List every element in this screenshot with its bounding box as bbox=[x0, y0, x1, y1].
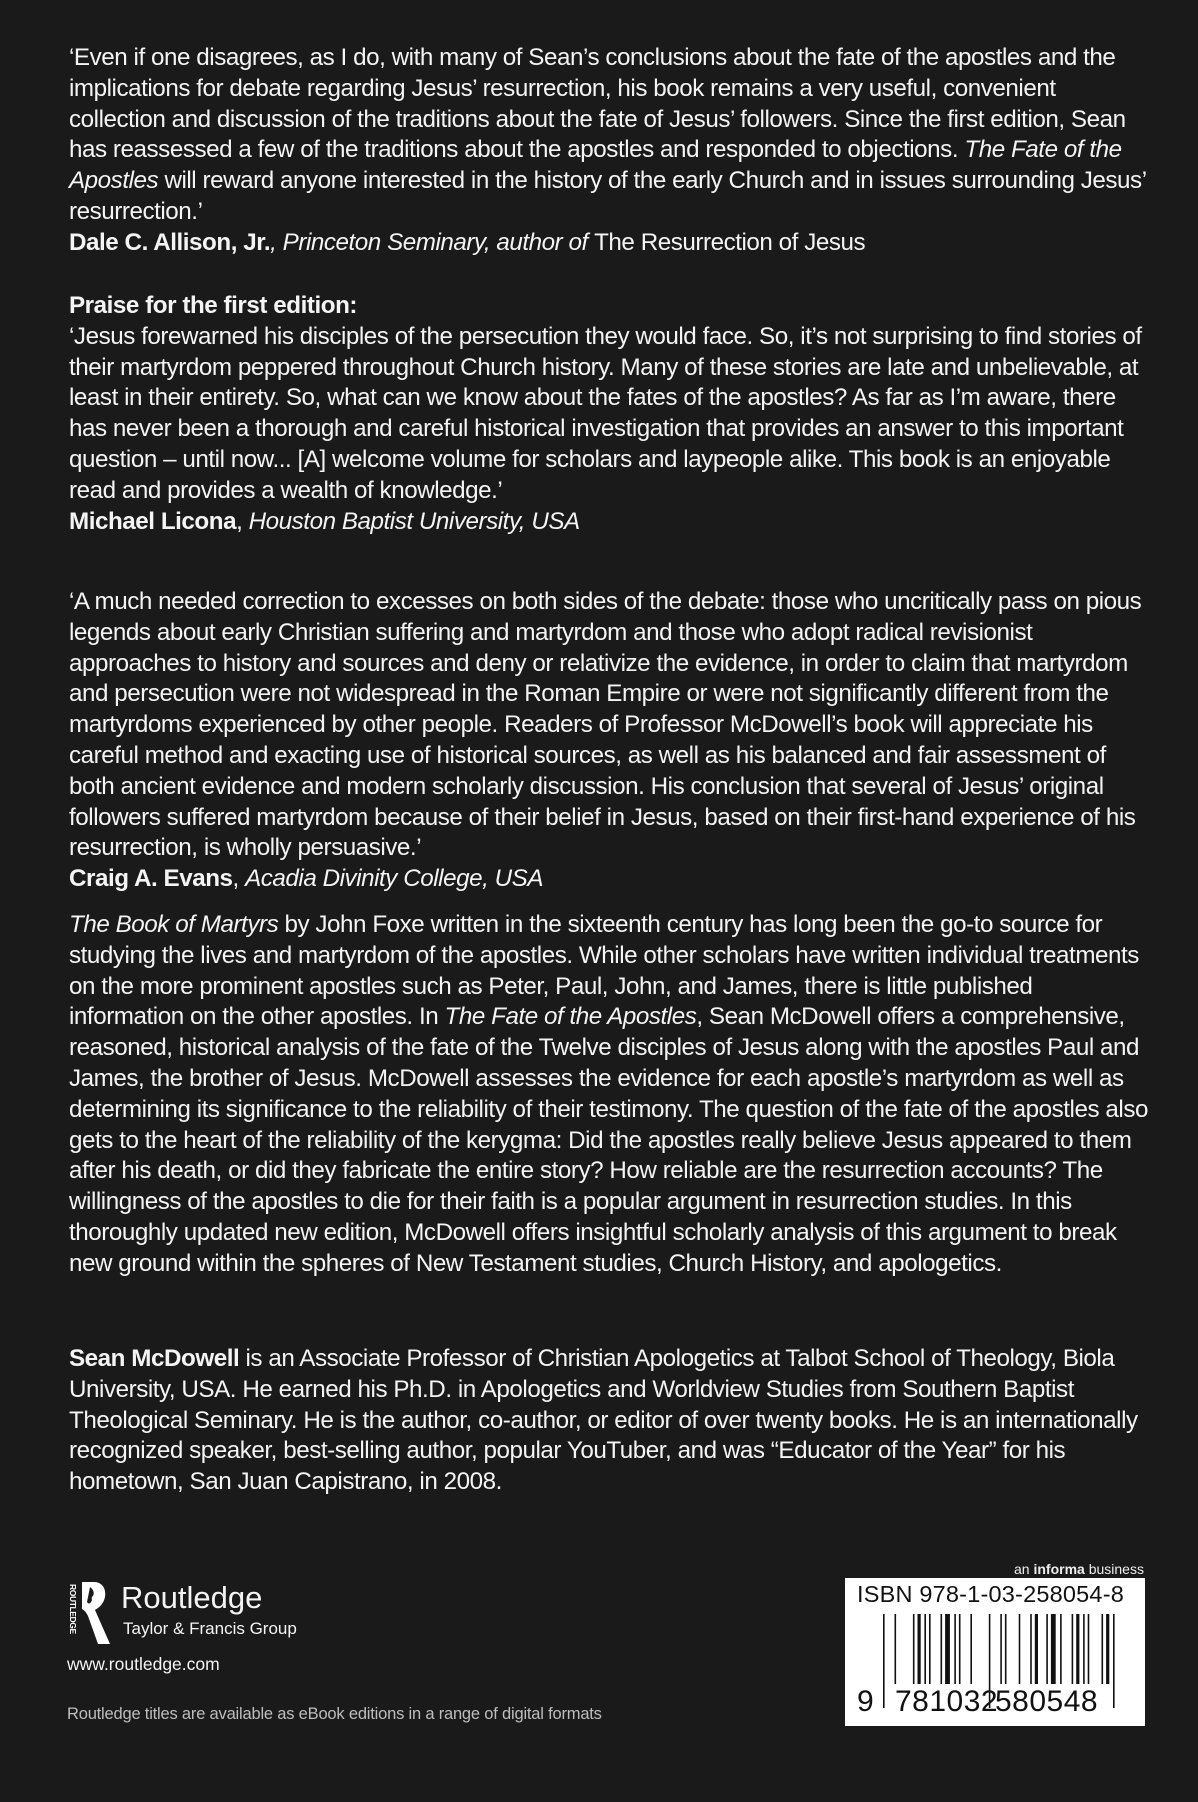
isbn-label: ISBN 978-1-03-258054-8 bbox=[857, 1581, 1124, 1607]
publisher-url[interactable]: www.routledge.com bbox=[67, 1654, 220, 1674]
barcode-bar bbox=[1005, 1614, 1007, 1684]
endorser-name: Craig A. Evans bbox=[69, 865, 233, 893]
endorsement-quote: ‘A much needed correction to excesses on both sides of the debate: those who uncritically pass on pious legends about early Christian suffering and martyrdom and those who adopt radical revisionist approaches to history and sources and deny or relativize the evidence, in order to claim that martyrdom and persecution were not widespread in the Roman Empire or were not significantly different from the martyrdoms experienced by other people. Readers of Professor McDowell’s book will appreciate his careful method and exacting use of historical sources, as well as his balanced and fair assessment of both ancient evidence and modern scholarly discussion. His conclusion that several of Jesus’ original followers suffered martyrdom because of their belief in Jesus, based on their first-hand experience of his resurrection, is wholly persuasive.’ bbox=[69, 588, 1142, 862]
barcode-bar bbox=[918, 1614, 921, 1684]
endorsement-attribution bbox=[69, 228, 1149, 259]
barcode-bar bbox=[1060, 1614, 1062, 1684]
endorsement-attribution: Craig A. Evans, Acadia Divinity College, USA bbox=[69, 865, 544, 893]
barcode-bar bbox=[924, 1614, 926, 1684]
endorser-affiliation: Acadia Divinity College, USA bbox=[245, 865, 544, 893]
endorsement-quote: ‘Jesus forewarned his disciples of the persecution they would face. So, it’s not surprising to find stories of their martyrdom peppered throughout Church history. Many of these stories are late and unbelievable, at least in their entirety. So, what can we know about the fates of the apostles? As far as I’m aware, there has never been a thorough and careful historical investigation that provides an answer to this important question – until now... [A] welcome volume for scholars and laypeople alike. This book is an enjoyable read and provides a wealth of knowledge.’ bbox=[69, 322, 1142, 504]
endorsement-attribution: Michael Licona, Houston Baptist University, USA bbox=[69, 507, 580, 535]
barcode-bar bbox=[913, 1614, 915, 1684]
ebook-note: Routledge titles are available as eBook editions in a range of digital formats bbox=[67, 1705, 602, 1723]
endorser-name: Michael Licona bbox=[69, 507, 237, 535]
book-title: The Book of Martyrs bbox=[69, 911, 279, 938]
barcode-bar bbox=[1083, 1614, 1085, 1684]
endorser-affiliation: , Princeton Seminary, author of bbox=[270, 228, 595, 256]
book-description: The Book of Martyrs by John Foxe written in the sixteenth century has long been the go-to source for studying the lives and martyrdom of the apostles. While other scholars have written individual treatments on the more prominent apostles such as Peter, Paul, John, and James, there is little published information on the other apostles. In The Fate of the Apostles, Sean McDowell offers a comprehensive, reasoned, historical analysis of the fate of the Twelve disciples of Jesus along with the apostles Paul and James, the brother of Jesus. McDowell assesses the evidence for each apostle’s martyrdom as well as determining its significance to the reliability of their testimony. The question of the fate of the apostles also gets to the heart of the reliability of the kerygma: Did the apostles really believe Jesus appeared to them after his death, or did they fabricate the entire story? How reliable are the resurrection accounts? The willingness of the apostles to die for their faith is a popular argument in resurrection studies. In this thoroughly updated new edition, McDowell offers insightful scholarly analysis of this argument to break new ground within the spheres of New Testament studies, Church History, and apologetics. bbox=[69, 911, 1148, 1277]
praise-heading: Praise for the first edition: bbox=[69, 292, 357, 319]
endorsement-evans bbox=[69, 587, 1149, 895]
svg-text:ROUTLEDGE: ROUTLEDGE bbox=[68, 1584, 78, 1634]
barcode-bar bbox=[959, 1614, 961, 1684]
barcode-digit-first: 9 bbox=[857, 1685, 875, 1718]
barcode-bar bbox=[1000, 1614, 1002, 1684]
routledge-r-icon bbox=[66, 1582, 110, 1644]
isbn-barcode bbox=[845, 1578, 1145, 1726]
barcode-bar bbox=[1076, 1614, 1079, 1684]
publisher-name: Routledge bbox=[121, 1580, 263, 1615]
barcode-bar bbox=[1106, 1614, 1109, 1684]
barcode-bar bbox=[970, 1614, 972, 1684]
barcode-bar bbox=[929, 1614, 931, 1684]
informa-tagline: an informa business bbox=[1014, 1561, 1144, 1577]
book-title: The Fate of the Apostles bbox=[444, 1003, 697, 1031]
barcode-bar bbox=[1088, 1614, 1090, 1684]
barcode-bar bbox=[1113, 1614, 1115, 1708]
endorsement-allison bbox=[69, 43, 1149, 259]
endorser-affiliation: Houston Baptist University, USA bbox=[248, 507, 580, 535]
book-title: The Fate of the Apostles bbox=[69, 136, 1122, 195]
barcode-bar bbox=[954, 1614, 956, 1684]
barcode-digits-right: 580548 bbox=[995, 1685, 1099, 1718]
endorser-name: Dale C. Allison, Jr. bbox=[69, 228, 271, 256]
barcode-bar bbox=[941, 1614, 943, 1684]
barcode-bar bbox=[1102, 1614, 1104, 1684]
endorser-book: The Resurrection of Jesus bbox=[594, 228, 866, 256]
barcode-bar bbox=[945, 1614, 950, 1684]
publisher-group: Taylor & Francis Group bbox=[123, 1619, 297, 1638]
barcode-bar bbox=[1072, 1614, 1074, 1684]
barcode-bar bbox=[895, 1614, 897, 1684]
barcode-digits-left: 781032 bbox=[895, 1685, 999, 1718]
barcode-bar bbox=[883, 1614, 885, 1708]
endorsement-licona bbox=[69, 291, 1149, 537]
author-bio: Sean McDowell is an Associate Professor of Christian Apologetics at Talbot School of Theology, Biola University, USA. He earned his Ph.D. in Apologetics and Worldview Studies from Southern Baptist Theological Seminary. He is the author, co-author, or editor of over twenty books. He is an internationally recognized speaker, best-selling author, popular YouTuber, and was “Educator of the Year” for his hometown, San Juan Capistrano, in 2008. bbox=[69, 1345, 1138, 1496]
author-name: Sean McDowell bbox=[69, 1345, 240, 1372]
barcode-bar bbox=[1030, 1614, 1032, 1684]
barcode-bar bbox=[1019, 1614, 1021, 1684]
endorsement-quote: ‘Even if one disagrees, as I do, with many of Sean’s conclusions about the fate of the apostles and the implications for debate regarding Jesus’ resurrection, his book remains a very useful, convenient collection and discussion of the traditions about the fate of Jesus’ followers. Since the first edition, Sean has reassessed a few of the traditions about the apostles and responded to objections. The Fate of the Apostles will reward anyone interested in the history of the early Church and in issues surrounding Jesus’ resurrection.’ bbox=[69, 44, 1146, 225]
barcode-bar bbox=[1035, 1614, 1038, 1684]
barcode-bar bbox=[1051, 1614, 1056, 1684]
barcode-bar bbox=[1046, 1614, 1048, 1684]
